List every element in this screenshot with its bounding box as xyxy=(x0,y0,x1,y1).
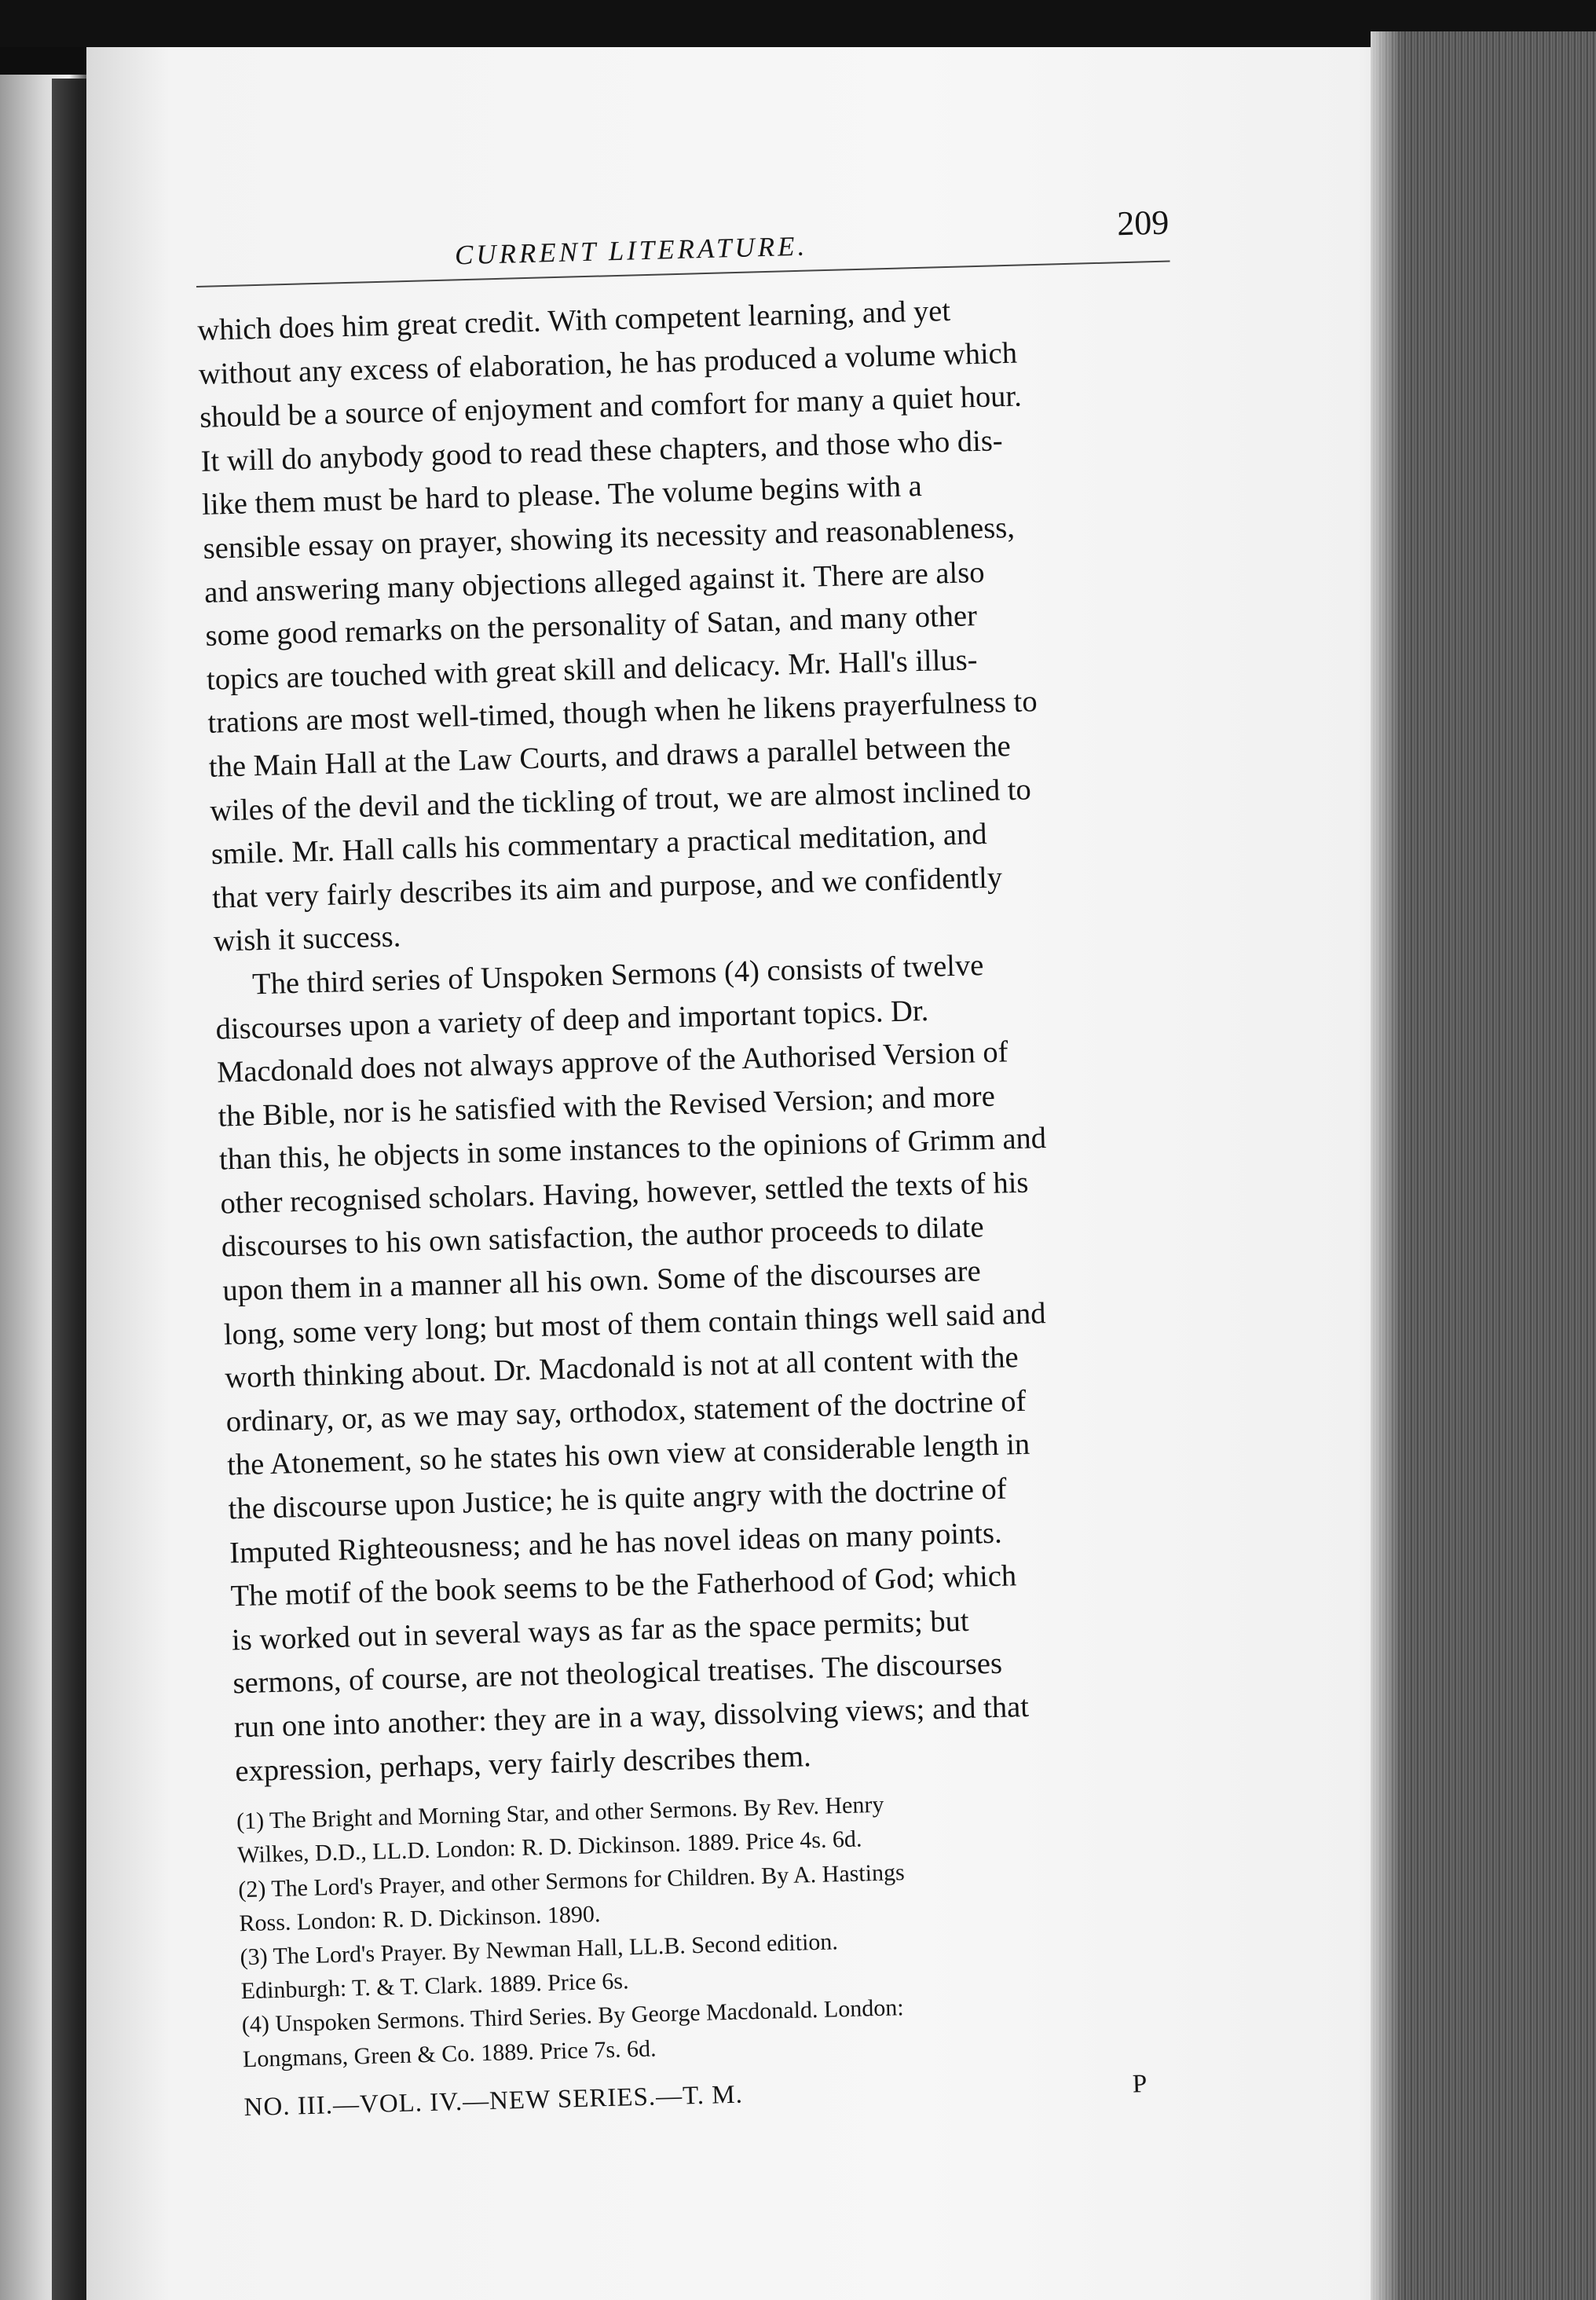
body-line: The motif of the book seems to be the Fatherhood of God; which xyxy=(230,1559,1017,1613)
footnote-line: Wilkes, D.D., LL.D. London: R. D. Dickinson. 1889. Price 4s. 6d. xyxy=(236,1826,862,1869)
footnote-line: (4) Unspoken Sermons. Third Series. By George Macdonald. London: xyxy=(241,1994,904,2038)
page-number: 209 xyxy=(1116,203,1170,244)
body-line: long, some very long; but most of them contain things well said and xyxy=(223,1296,1046,1352)
body-line: sensible essay on prayer, showing its necessity and reasonableness, xyxy=(203,511,1016,566)
body-line: It will do anybody good to read these chapters, and those who dis- xyxy=(200,423,1004,478)
footnote-line: (2) The Lord's Prayer, and other Sermons for Children. By A. Hastings xyxy=(237,1859,906,1903)
body-line: expression, perhaps, very fairly describes them. xyxy=(234,1739,812,1788)
body-line: wish it success. xyxy=(213,920,401,958)
body-line: run one into another: they are in a way, dissolving views; and that xyxy=(233,1690,1030,1745)
body-line: smile. Mr. Hall calls his commentary a practical meditation, and xyxy=(210,817,987,871)
body-line: and answering many objections alleged against it. There are also xyxy=(203,555,985,610)
footnotes xyxy=(236,1779,1217,2076)
body-line: like them must be hard to please. The volume begins with a xyxy=(201,470,923,522)
body-line: discourses to his own satisfaction, the author proceeds to dilate xyxy=(221,1210,985,1265)
body-line: Imputed Righteousness; and he has novel ideas on many points. xyxy=(229,1516,1003,1570)
body-line: without any excess of elaboration, he has produced a volume which xyxy=(198,336,1018,391)
body-line: the discourse upon Justice; he is quite angry with the doctrine of xyxy=(228,1472,1008,1526)
signature-line: NO. III.—VOL. IV.—NEW SERIES.—T. M. xyxy=(243,2080,744,2122)
body-line: discourses upon a variety of deep and important topics. Dr. xyxy=(215,994,929,1046)
body-line: worth thinking about. Dr. Macdonald is not at all content with the xyxy=(224,1341,1019,1395)
page-edges xyxy=(1371,31,1596,2300)
body-line: some good remarks on the personality of Satan, and many other xyxy=(205,599,978,653)
body-line: trations are most well-timed, though when he likens prayerfulness to xyxy=(207,685,1038,741)
scan-top-shadow xyxy=(0,0,1596,47)
body-line: ordinary, or, as we may say, orthodox, statement of the doctrine of xyxy=(225,1384,1027,1439)
body-line: upon them in a manner all his own. Some of the discourses are xyxy=(221,1254,982,1308)
footnote-line: Longmans, Green & Co. 1889. Price 7s. 6d. xyxy=(242,2035,657,2072)
body-line: other recognised scholars. Having, however, settled the texts of his xyxy=(219,1166,1029,1221)
body-line: which does him great credit. With competent learning, and yet xyxy=(196,294,951,347)
body-line: the Atonement, so he states his own view at considerable length in xyxy=(226,1428,1030,1482)
body-line: is worked out in several ways as far as the space permits; but xyxy=(231,1604,970,1657)
body-text xyxy=(197,284,1210,1794)
signature-mark: P xyxy=(1132,2069,1148,2099)
body-line: wiles of the devil and the tickling of trout, we are almost inclined to xyxy=(209,772,1032,828)
footnote-line: (3) The Lord's Prayer. By Newman Hall, LL.B. Second edition. xyxy=(240,1928,839,1971)
body-line: should be a source of enjoyment and comfort for many a quiet hour. xyxy=(199,379,1023,435)
body-line: The third series of Unspoken Sermons (4) consists of twelve xyxy=(251,948,984,1002)
body-line: the Main Hall at the Law Courts, and draws a parallel between the xyxy=(208,729,1012,784)
body-line: that very fairly describes its aim and purpose, and we confidently xyxy=(211,861,1003,915)
running-title: CURRENT LITERATURE. xyxy=(454,230,808,271)
footnote-line: Ross. London: R. D. Dickinson. 1890. xyxy=(239,1901,601,1937)
body-line: than this, he objects in some instances to the opinions of Grimm and xyxy=(218,1122,1047,1177)
body-line: the Bible, nor is he satisfied with the Revised Version; and more xyxy=(218,1079,996,1134)
footnote-line: (1) The Bright and Morning Star, and other Sermons. By Rev. Henry xyxy=(236,1791,884,1835)
page-text-block xyxy=(195,203,1218,2133)
body-line: Macdonald does not always approve of the Authorised Version of xyxy=(216,1035,1008,1090)
body-line: topics are touched with great skill and delicacy. Mr. Hall's illus- xyxy=(206,643,978,697)
footnote-line: Edinburgh: T. & T. Clark. 1889. Price 6s. xyxy=(240,1968,629,2005)
body-line: sermons, of course, are not theological treatises. The discourses xyxy=(232,1647,1003,1701)
